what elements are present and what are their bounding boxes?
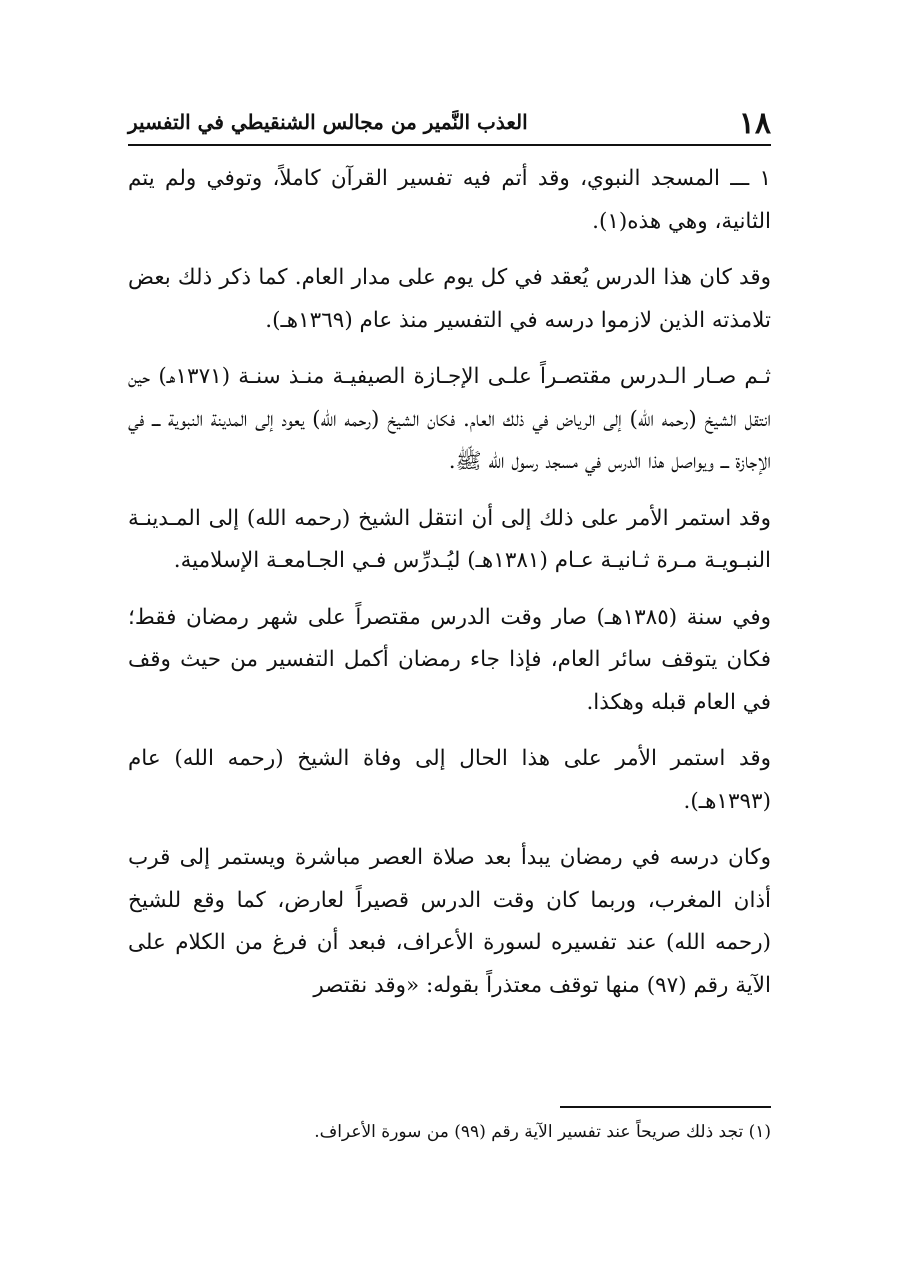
page-header	[128, 100, 771, 140]
footnote: (١) تجد ذلك صريحاً عند تفسير الآية رقم (٩٩) من سورة الأعراف.	[314, 1122, 771, 1142]
paragraph-7: وكان درسه في رمضان يبدأ بعد صلاة العصر مباشرة ويستمر إلى قرب أذان المغرب، وربما كان وقت الدرس قصيراً لعارض، كما وقع للشيخ (رحمه الله) عند تفسيره لسورة الأعراف، فبعد أن فرغ من الكلام على الآية رقم (٩٧) منها توقف معتذراً بقوله: «وقد نقتصر	[128, 845, 771, 998]
paragraph-6: وقد استمر الأمر على هذا الحال إلى وفاة الشيخ (رحمه الله) عام (١٣٩٣هـ).	[128, 746, 771, 814]
header-divider	[128, 144, 771, 146]
main-text	[128, 158, 771, 1007]
paragraph-1: ١ ـــ المسجد النبوي، وقد أتم فيه تفسير القرآن كاملاً، وتوفي ولم يتم الثانية، وهي هذه(١).	[128, 166, 771, 234]
paragraph-3: ثـم صـار الـدرس مقتصـراً علـى الإجـازة الصيفيـة منـذ سنـة (١٣٧١هـ) حين انتقل الشيخ (رحمه الله) إلى الرياض في ذلك العام. فكان الشيخ (رحمه الله) يعود إلى المدينة النبوية ـــ في الإجازة ـــ ويواصل هذا الدرس في مسجد رسول الله ﷺ.	[128, 364, 771, 474]
paragraph-2: وقد كان هذا الدرس يُعقد في كل يوم على مدار العام. كما ذكر ذلك بعض تلامذته الذين لازموا درسه في التفسير منذ عام (١٣٦٩هـ).	[128, 265, 771, 333]
running-title: العذب النَّمير من مجالس الشنقيطي في التفسير	[128, 110, 528, 134]
page-number: ١٨	[738, 106, 771, 141]
paragraph-4: وقد استمر الأمر على ذلك إلى أن انتقل الشيخ (رحمه الله) إلى المـدينـة النبـويـة مـرة ثـانيـة عـام (١٣٨١هـ) ليُـدرِّس فـي الجـامعـة الإسلامية.	[128, 505, 771, 573]
paragraph-5: وفي سنة (١٣٨٥هـ) صار وقت الدرس مقتصراً على شهر رمضان فقط؛ فكان يتوقف سائر العام، فإذا جاء رمضان أكمل التفسير من حيث وقف في العام قبله وهكذا.	[128, 604, 771, 715]
footnote-divider	[560, 1106, 771, 1108]
